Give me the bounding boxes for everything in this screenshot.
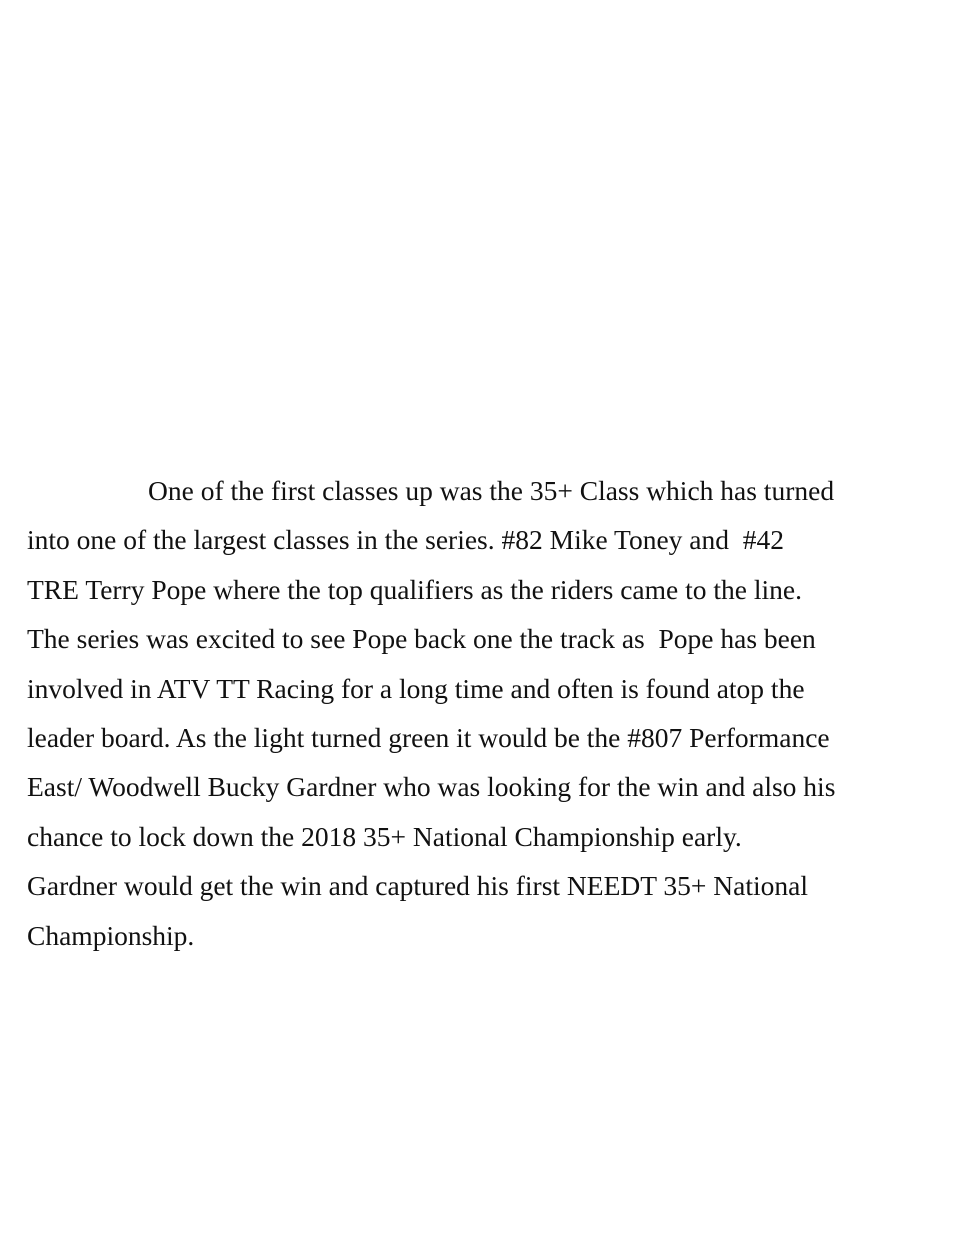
- paragraph-line: Championship.: [27, 919, 195, 951]
- paragraph-line: chance to lock down the 2018 35+ National Championship early.: [27, 820, 742, 852]
- paragraph-line: leader board. As the light turned green it would be the #807 Performance: [27, 721, 830, 753]
- paragraph-line: The series was excited to see Pope back one the track as Pope has been: [27, 623, 816, 655]
- paragraph-line: into one of the largest classes in the series. #82 Mike Toney and #42: [27, 524, 784, 556]
- paragraph-line: TRE Terry Pope where the top qualifiers as the riders came to the line.: [27, 573, 802, 605]
- paragraph-line: East/ Woodwell Bucky Gardner who was looking for the win and also his: [27, 771, 836, 803]
- paragraph-line: One of the first classes up was the 35+ Class which has turned: [148, 475, 835, 506]
- paragraph-line: Gardner would get the win and captured his first NEEDT 35+ National: [27, 870, 808, 902]
- paragraph-line: involved in ATV TT Racing for a long time and often is found atop the: [27, 672, 805, 704]
- article-paragraph: [27, 466, 937, 960]
